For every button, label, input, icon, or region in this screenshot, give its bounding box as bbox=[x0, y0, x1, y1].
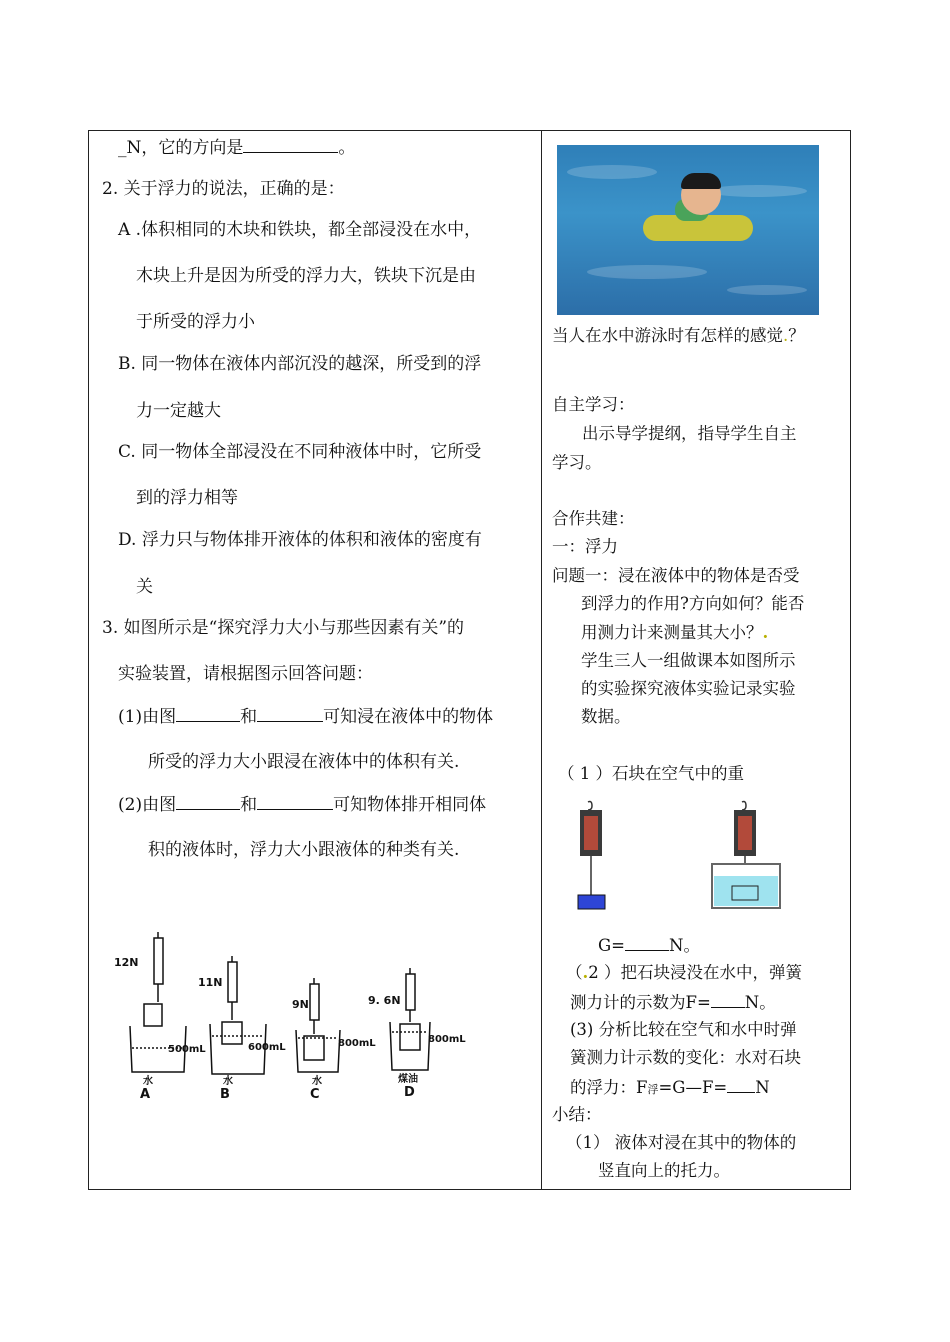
q2-a3: 于所受的浮力小 bbox=[136, 312, 255, 332]
text: 当人在水中游泳时有怎样的感觉 bbox=[552, 326, 783, 345]
step1: （ 1 ）石块在空气中的重 bbox=[558, 764, 744, 783]
step3-line1: (3) 分析比较在空气和水中时弹 bbox=[570, 1020, 797, 1039]
column-divider bbox=[541, 131, 542, 1189]
reading-b: 11N bbox=[198, 976, 223, 989]
step3-line2: 簧测力计示数的变化：水对石块 bbox=[570, 1048, 801, 1067]
reading-d: 9. 6N bbox=[368, 994, 401, 1007]
dot: . bbox=[783, 326, 789, 345]
blank bbox=[176, 705, 240, 722]
g-value bbox=[598, 934, 700, 957]
liquid-c: 水 bbox=[312, 1076, 322, 1087]
text: G= bbox=[598, 936, 626, 955]
stone-block bbox=[578, 895, 605, 909]
text: 可知浸在液体中的物体 bbox=[323, 707, 494, 727]
summary-line2: 竖直向上的托力。 bbox=[598, 1161, 730, 1180]
self-study-line1: 出示导学提纲，指导学生自主 bbox=[582, 424, 797, 443]
liquid-a: 水 bbox=[143, 1076, 153, 1087]
text: 可知物体排开相同体 bbox=[333, 795, 487, 815]
spring-scale-icon bbox=[406, 974, 415, 1010]
q2-a1: A .体积相同的木块和铁块，都全部浸没在水中， bbox=[118, 220, 482, 240]
text: (1)由图 bbox=[118, 707, 177, 727]
step3-line3 bbox=[570, 1076, 770, 1101]
blank bbox=[176, 793, 240, 810]
letter-d: D bbox=[404, 1085, 415, 1100]
question1-line5: 的实验探究液体实验记录实验 bbox=[581, 679, 796, 698]
question1-line2: 到浮力的作用?方向如何？能否 bbox=[581, 594, 805, 613]
photo-caption bbox=[552, 325, 805, 347]
volume-c: 800mL bbox=[338, 1038, 376, 1049]
coop-heading: 合作共建： bbox=[552, 509, 635, 528]
blank bbox=[625, 934, 669, 951]
blank bbox=[727, 1076, 755, 1093]
dot: . bbox=[582, 963, 589, 982]
blank bbox=[711, 991, 745, 1008]
q2-a2: 木块上升是因为所受的浮力大，铁块下沉是由 bbox=[136, 266, 476, 286]
text: 2 ）把石块浸没在水中，弹簧 bbox=[588, 963, 802, 982]
reading-a: 12N bbox=[114, 956, 139, 969]
step2-line1 bbox=[566, 962, 802, 984]
reading-c: 9N bbox=[292, 998, 309, 1011]
self-study-heading: 自主学习： bbox=[552, 395, 635, 414]
swimming-child-photo bbox=[557, 145, 819, 315]
liquid-d: 煤油 bbox=[398, 1074, 418, 1085]
text: N bbox=[755, 1078, 770, 1097]
spring-scale-icon bbox=[310, 984, 319, 1020]
blank bbox=[257, 793, 333, 810]
text: 用测力计来测量其大小？ bbox=[581, 623, 763, 642]
text: N。 bbox=[669, 936, 700, 955]
letter-a: A bbox=[140, 1087, 151, 1102]
self-study-line2: 学习。 bbox=[552, 453, 602, 472]
q2-b1: B. 同一物体在液体内部沉没的越深，所受到的浮 bbox=[118, 354, 482, 374]
text: （ bbox=[566, 963, 583, 982]
text: N。 bbox=[744, 993, 776, 1012]
text: 和 bbox=[240, 795, 258, 815]
letter-c: C bbox=[310, 1087, 320, 1102]
text: (2)由图 bbox=[118, 795, 177, 815]
spring-scale-icon bbox=[228, 962, 237, 1002]
q2-stem: 2. 关于浮力的说法，正确的是： bbox=[102, 179, 345, 199]
q3-part1-cont: 所受的浮力大小跟浸在液体中的体积有关. bbox=[148, 752, 460, 772]
text: ？ bbox=[788, 326, 805, 345]
question1-line3 bbox=[581, 622, 768, 644]
spring-scale-icon bbox=[154, 938, 163, 984]
volume-b: 600mL bbox=[248, 1042, 286, 1053]
q2-c2: 到的浮力相等 bbox=[136, 488, 238, 508]
volume-a: 500mL bbox=[168, 1044, 206, 1055]
subscript: 浮 bbox=[647, 1083, 659, 1096]
text: 的浮力：F bbox=[570, 1078, 648, 1097]
beaker-icon bbox=[390, 1022, 430, 1070]
q3-part1 bbox=[118, 705, 493, 728]
text: _N，它的方向是 bbox=[118, 138, 244, 158]
q2-c1: C. 同一物体全部浸没在不同种液体中时，它所受 bbox=[118, 442, 482, 462]
blank bbox=[257, 705, 323, 722]
text: 测力计的示数为F= bbox=[570, 993, 711, 1012]
volume-d: 800mL bbox=[428, 1034, 466, 1045]
stone-weighing-figure bbox=[570, 800, 800, 915]
text: =G—F= bbox=[658, 1078, 728, 1097]
dot: . bbox=[762, 623, 769, 642]
question1-line1: 问题一：浸在液体中的物体是否受 bbox=[552, 566, 800, 585]
q3-stem1: 3. 如图所示是“探究浮力大小与那些因素有关”的 bbox=[102, 618, 465, 638]
blank bbox=[243, 136, 338, 153]
summary-heading: 小结： bbox=[552, 1105, 602, 1124]
text: 和 bbox=[240, 707, 258, 727]
step2-line2 bbox=[570, 991, 776, 1014]
liquid-b: 水 bbox=[223, 1076, 233, 1087]
q2-d2: 关 bbox=[136, 577, 153, 597]
q2-d1: D. 浮力只与物体排开液体的体积和液体的密度有 bbox=[118, 530, 482, 550]
text: 。 bbox=[338, 138, 356, 158]
letter-b: B bbox=[220, 1087, 230, 1102]
q3-part2 bbox=[118, 793, 486, 816]
section-buoyancy: 一：浮力 bbox=[552, 537, 618, 556]
q3-part2-cont: 积的液体时，浮力大小跟液体的种类有关. bbox=[148, 840, 460, 860]
q2-b2: 力一定越大 bbox=[136, 401, 221, 421]
question1-line4: 学生三人一组做课本如图所示 bbox=[581, 651, 796, 670]
left-line0 bbox=[118, 136, 355, 159]
q3-stem2: 实验装置，请根据图示回答问题： bbox=[118, 664, 373, 684]
buoyancy-experiment-figure bbox=[110, 928, 480, 1103]
summary-line1: （1） 液体对浸在其中的物体的 bbox=[566, 1133, 797, 1152]
question1-line6: 数据。 bbox=[581, 707, 631, 726]
